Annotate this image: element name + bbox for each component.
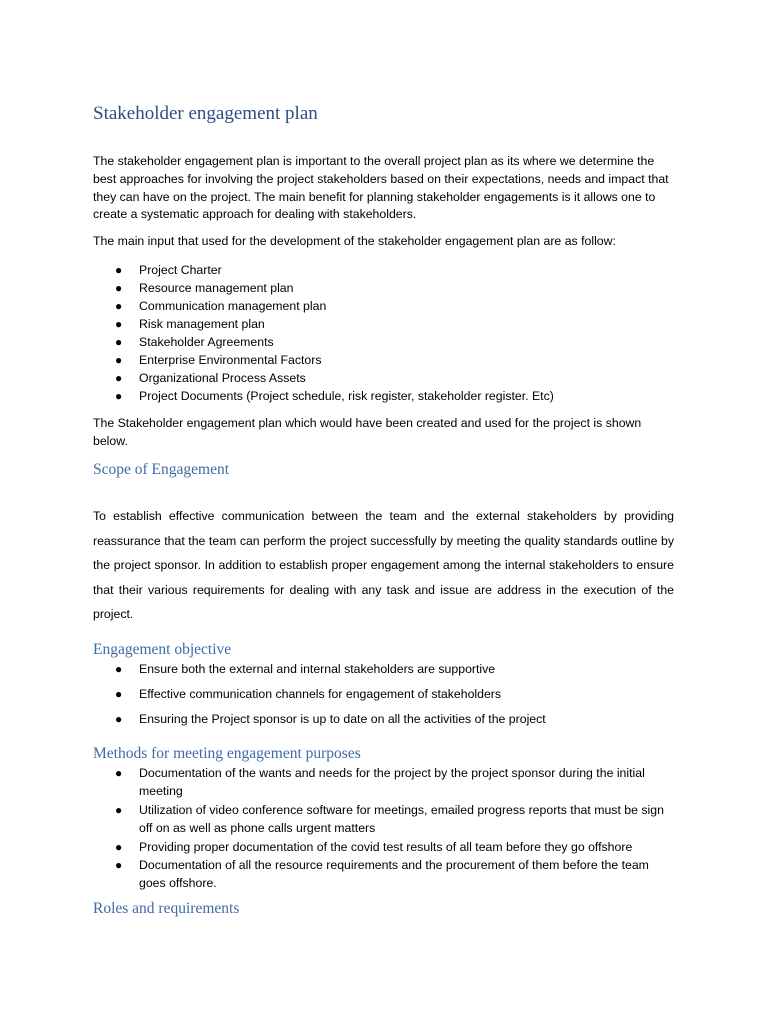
bullet-icon: ●	[115, 389, 123, 403]
page-title: Stakeholder engagement plan	[93, 103, 318, 124]
inputs-intro-paragraph: The main input that used for the development of the stakeholder engagement plan are as follow:	[93, 234, 616, 248]
bullet-icon: ●	[115, 317, 123, 331]
list-item: ● Stakeholder Agreements	[115, 335, 274, 349]
scope-paragraph: To establish effective communication between the team and the external stakeholders by providing reassurance that the team can perform the project successfully by meeting the quality standards outline by the project sponsor. In addition to establish proper engagement among the internal stakeholders to ensure that their various requirements for dealing with any task and issue are address in the execution of the project.	[93, 509, 674, 621]
list-item: ● Organizational Process Assets	[115, 371, 306, 385]
list-item: ● Documentation of the wants and needs for the project by the project sponsor during the initial meeting	[115, 766, 645, 799]
bullet-icon: ●	[115, 687, 123, 701]
bullet-icon: ●	[115, 371, 123, 385]
bullet-icon: ●	[115, 802, 123, 817]
bullet-icon: ●	[115, 662, 123, 676]
objective-list	[93, 660, 674, 735]
inputs-list	[93, 261, 674, 405]
bullet-icon: ●	[115, 281, 123, 295]
list-item: ● Providing proper documentation of the covid test results of all team before they go offshore	[115, 839, 633, 854]
list-item: ● Communication management plan	[115, 299, 327, 313]
bullet-icon: ●	[115, 299, 123, 313]
list-item: ● Ensure both the external and internal stakeholders are supportive	[115, 662, 496, 676]
list-item: ● Enterprise Environmental Factors	[115, 353, 322, 367]
list-item: ● Project Documents (Project schedule, risk register, stakeholder register. Etc)	[115, 389, 554, 403]
list-item: ● Project Charter	[115, 263, 222, 277]
bullet-icon: ●	[115, 858, 123, 873]
bullet-icon: ●	[115, 335, 123, 349]
bullet-icon: ●	[115, 353, 123, 367]
list-item: ● Documentation of all the resource requirements and the procurement of them before the team goes offshore.	[115, 858, 649, 891]
list-item: ● Utilization of video conference software for meetings, emailed progress reports that must be sign off on as well as phone calls urgent matters	[115, 802, 664, 836]
plan-intro-paragraph: The Stakeholder engagement plan which would have been created and used for the project is shown below.	[93, 416, 642, 448]
bullet-icon: ●	[115, 263, 123, 277]
bullet-icon: ●	[115, 766, 123, 780]
roles-heading: Roles and requirements	[93, 900, 240, 917]
bullet-icon: ●	[115, 712, 123, 726]
methods-list	[93, 764, 674, 893]
objective-heading: Engagement objective	[93, 641, 232, 658]
list-item: ● Ensuring the Project sponsor is up to date on all the activities of the project	[115, 712, 546, 726]
list-item: ● Resource management plan	[115, 281, 294, 295]
intro-paragraph: The stakeholder engagement plan is important to the overall project plan as its where we determine the best approaches for involving the project stakeholders based on their expectations, needs and impact that they can have on the project. The main benefit for planning stakeholder engagements is it allows one to create a systematic approach for dealing with stakeholders.	[93, 154, 669, 222]
methods-heading: Methods for meeting engagement purposes	[93, 745, 361, 762]
list-item: ● Risk management plan	[115, 317, 265, 331]
list-item: ● Effective communication channels for engagement of stakeholders	[115, 687, 502, 701]
scope-heading: Scope of Engagement	[93, 461, 230, 478]
bullet-icon: ●	[115, 839, 123, 854]
